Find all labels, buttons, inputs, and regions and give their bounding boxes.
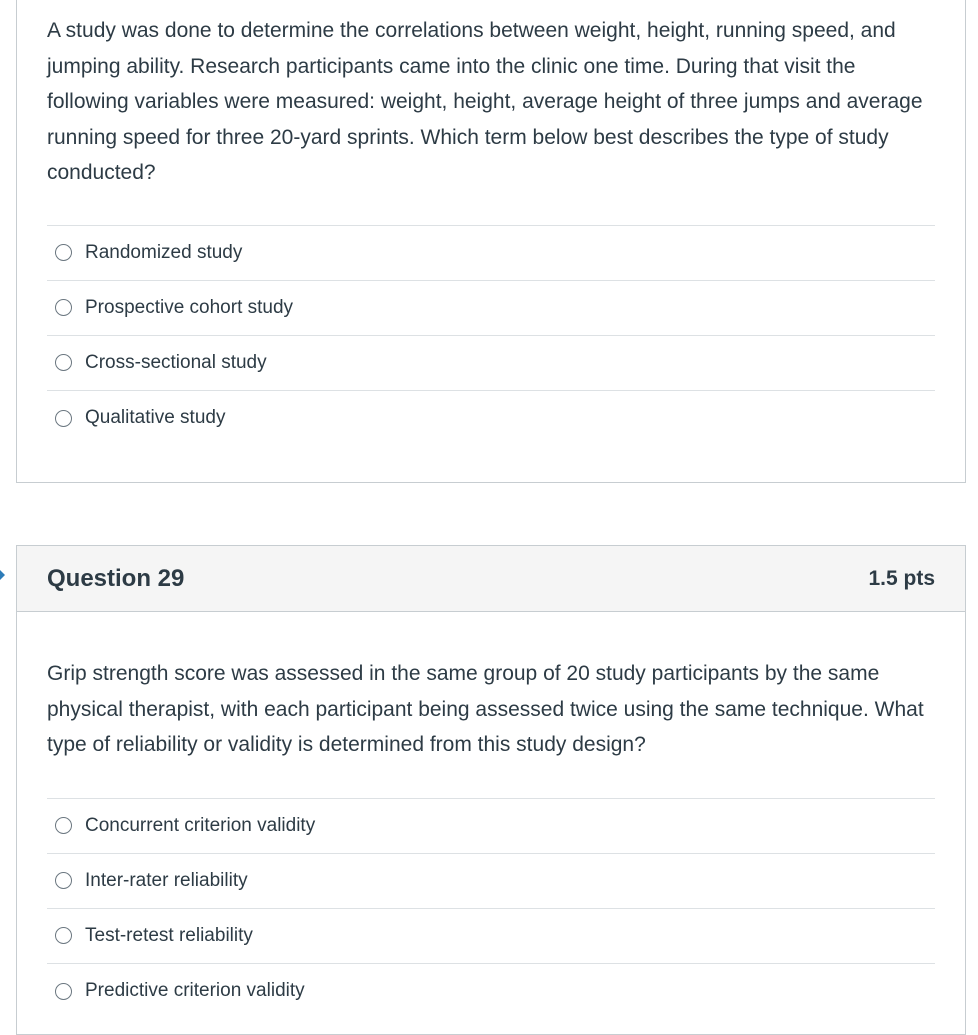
question-header xyxy=(17,546,965,612)
current-question-marker xyxy=(0,570,5,580)
answer-label: Concurrent criterion validity xyxy=(85,814,316,836)
answer-option[interactable] xyxy=(47,799,935,854)
question-text: Grip strength score was assessed in the same group of 20 study participants by the same physical therapist, with each participant being assessed twice using the same technique. What type of reliability or validity is determined from this study design? xyxy=(47,662,924,756)
answer-label: Predictive criterion validity xyxy=(85,980,305,1001)
answer-label: Test-retest reliability xyxy=(85,924,253,946)
answer-option[interactable] xyxy=(47,909,935,964)
question-title: Question 29 xyxy=(47,564,185,592)
radio-button[interactable] xyxy=(55,244,72,261)
answer-option[interactable] xyxy=(47,854,935,909)
radio-button[interactable] xyxy=(55,872,72,889)
answer-option[interactable] xyxy=(47,964,935,1019)
answer-option[interactable] xyxy=(47,226,935,281)
question-card-29 xyxy=(16,545,966,1035)
question-card-28 xyxy=(16,0,966,483)
answer-option[interactable] xyxy=(47,391,935,446)
answer-label: Inter-rater reliability xyxy=(85,869,248,891)
answer-label: Cross-sectional study xyxy=(85,351,267,373)
answer-list xyxy=(47,225,935,446)
radio-button[interactable] xyxy=(55,354,72,371)
answer-option[interactable] xyxy=(47,336,935,391)
answer-label: Prospective cohort study xyxy=(85,296,294,318)
question-points: 1.5 pts xyxy=(868,566,935,590)
question-text: A study was done to determine the correlations between weight, height, running speed, and jumping ability. Research participants came into the clinic one time. During that visit the following variables were measured: weight, height, average height of three jumps and average running speed for three 20-yard sprints. Which term below best describes the type of study conducted? xyxy=(47,19,923,184)
radio-button[interactable] xyxy=(55,817,72,834)
radio-button[interactable] xyxy=(55,410,72,427)
radio-button[interactable] xyxy=(55,927,72,944)
answer-list xyxy=(47,798,935,1019)
answer-label: Randomized study xyxy=(85,241,243,263)
answer-label: Qualitative study xyxy=(85,407,226,428)
radio-button[interactable] xyxy=(55,983,72,1000)
answer-option[interactable] xyxy=(47,281,935,336)
radio-button[interactable] xyxy=(55,299,72,316)
